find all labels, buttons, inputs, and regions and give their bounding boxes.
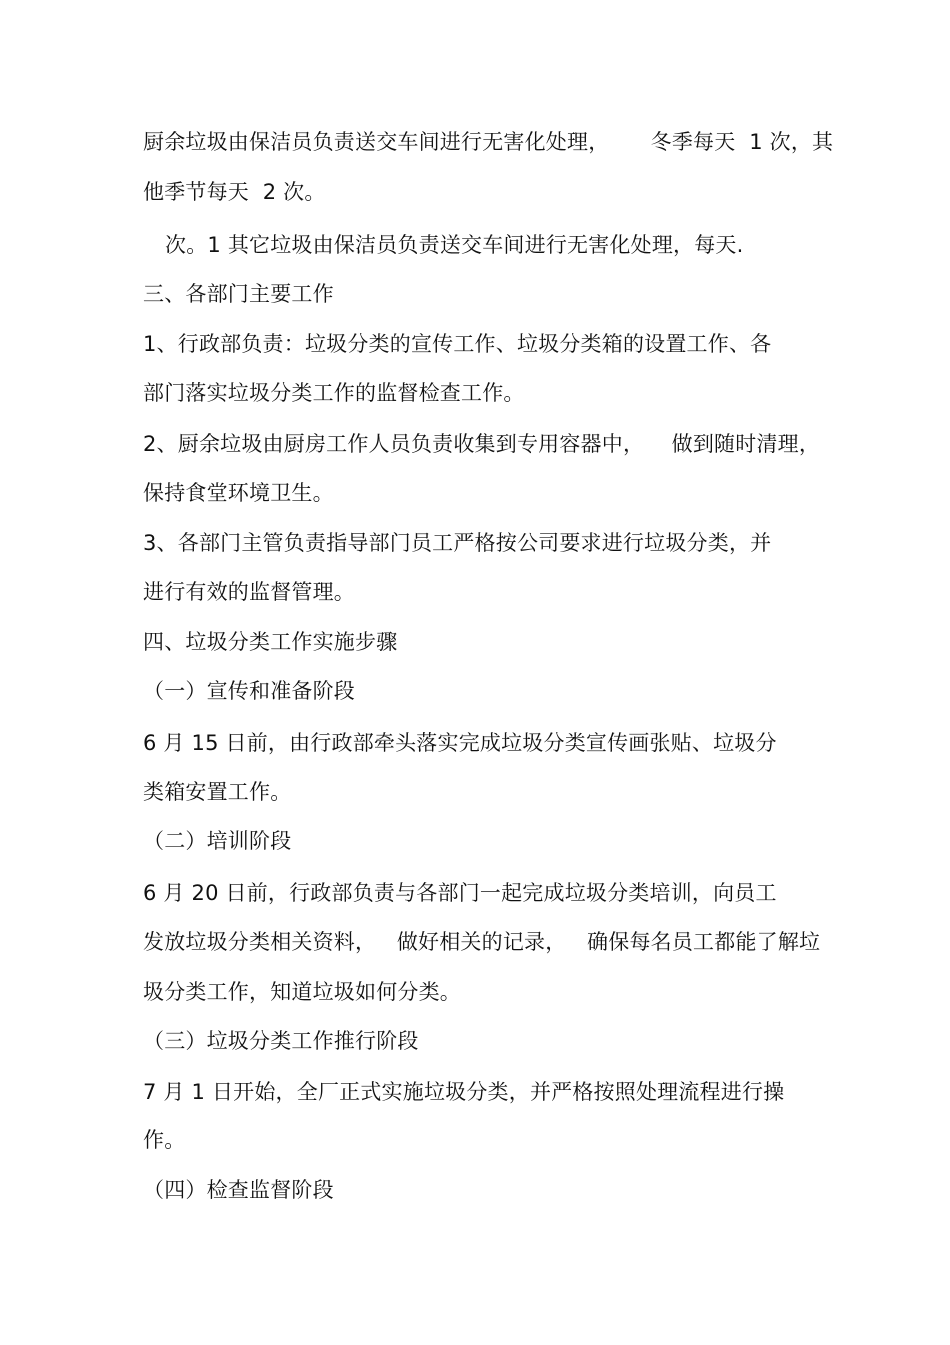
- paragraph-line-17: 发放垃圾分类相关资料， 做好相关的记录， 确保每名员工都能了解垃: [143, 930, 821, 954]
- subsection-heading-2: （二）培训阶段: [143, 829, 292, 853]
- paragraph-line-8: 保持食堂环境卫生。: [143, 481, 334, 505]
- paragraph-line-16: 6 月 20 日前，行政部负责与各部门一起完成垃圾分类培训，向员工: [143, 881, 777, 905]
- paragraph-line-13: 6 月 15 日前，由行政部牵头落实完成垃圾分类宣传画张贴、垃圾分: [143, 731, 777, 755]
- subsection-heading-1: （一）宣传和准备阶段: [143, 679, 355, 703]
- paragraph-line-1: 厨余垃圾由保洁员负责送交车间进行无害化处理， 冬季每天 1 次，其: [143, 130, 834, 154]
- paragraph-line-18: 圾分类工作，知道垃圾如何分类。: [143, 980, 461, 1004]
- paragraph-line-2: 他季节每天 2 次。: [143, 180, 326, 204]
- paragraph-line-7: 2、厨余垃圾由厨房工作人员负责收集到专用容器中， 做到随时清理，: [143, 432, 821, 456]
- paragraph-line-10: 进行有效的监督管理。: [143, 580, 355, 604]
- section-heading-3: 三、各部门主要工作: [143, 282, 334, 306]
- subsection-heading-3: （三）垃圾分类工作推行阶段: [143, 1029, 419, 1053]
- paragraph-line-9: 3、各部门主管负责指导部门员工严格按公司要求进行垃圾分类，并: [143, 531, 772, 555]
- paragraph-line-20: 7 月 1 日开始，全厂正式实施垃圾分类，并严格按照处理流程进行操: [143, 1080, 785, 1104]
- subsection-heading-4: （四）检查监督阶段: [143, 1178, 334, 1202]
- paragraph-line-5: 1、行政部负责：垃圾分类的宣传工作、垃圾分类箱的设置工作、各: [143, 332, 772, 356]
- section-heading-4: 四、垃圾分类工作实施步骤: [143, 630, 398, 654]
- paragraph-line-6: 部门落实垃圾分类工作的监督检查工作。: [143, 381, 525, 405]
- paragraph-line-14: 类箱安置工作。: [143, 780, 292, 804]
- paragraph-line-3: 次。1 其它垃圾由保洁员负责送交车间进行无害化处理，每天.: [165, 233, 744, 257]
- paragraph-line-21: 作。: [143, 1128, 186, 1152]
